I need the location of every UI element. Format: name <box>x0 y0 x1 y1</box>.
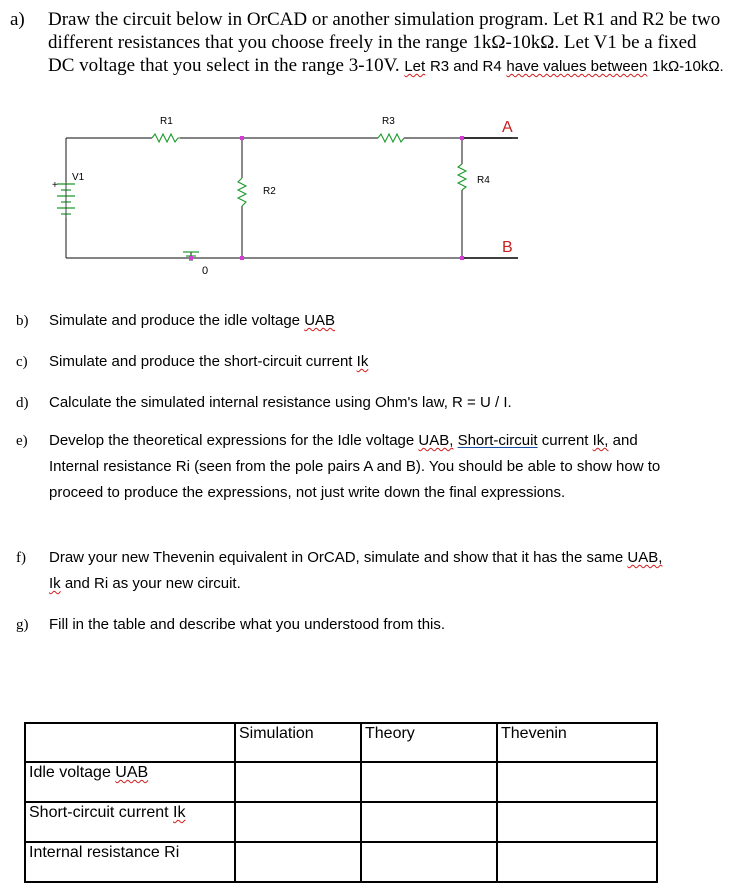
let-word: Let <box>404 58 426 75</box>
part-b <box>16 308 716 334</box>
r2-label: R2 <box>263 186 276 197</box>
part-f-ik: Ik <box>49 575 61 592</box>
part-a <box>10 8 725 78</box>
node-dot <box>460 256 464 260</box>
r3-label: R3 <box>382 116 395 127</box>
node-dot <box>240 136 244 140</box>
node-b-label: B <box>502 239 513 256</box>
table-header-simulation: Simulation <box>235 723 361 762</box>
part-g-text: Fill in the table and describe what you understood from this. <box>49 616 446 633</box>
table-cell[interactable] <box>361 762 497 802</box>
part-d-text: Calculate the simulated internal resistance using Ohm's law, R = U / I. <box>49 394 512 411</box>
table-cell[interactable] <box>235 762 361 802</box>
circuit-diagram <box>48 112 528 292</box>
table-row-label: Internal resistance Ri <box>25 842 235 882</box>
part-a-range: 1kΩ-10kΩ. <box>652 58 724 75</box>
table-row <box>25 842 657 882</box>
table-header-theory: Theory <box>361 723 497 762</box>
part-g-label: g) <box>16 617 29 633</box>
part-e <box>16 428 666 506</box>
table-cell[interactable] <box>497 842 657 882</box>
table-cell[interactable] <box>361 842 497 882</box>
table-header-thevenin: Thevenin <box>497 723 657 762</box>
part-g <box>16 612 716 638</box>
v1-plus-sign: + <box>52 180 58 191</box>
node-dot <box>460 136 464 140</box>
part-e-current: current <box>541 432 589 449</box>
table-row-label: Short-circuit current Ik <box>25 802 235 842</box>
connection-dots <box>189 136 464 260</box>
part-e-ik: Ik, <box>592 432 609 449</box>
part-e-text-2: and Internal resistance Ri (seen from the pole pairs A and B). You should be able to show how to proceed to produce the expressions, not just write down the final expressions. <box>49 432 661 501</box>
part-e-short-circuit: Short-circuit <box>457 432 538 449</box>
table-row <box>25 762 657 802</box>
part-e-text-1: Develop the theoretical expressions for the Idle voltage <box>49 432 415 449</box>
table-header-row <box>25 723 657 762</box>
table-cell[interactable] <box>497 762 657 802</box>
part-b-text: Simulate and produce the idle voltage <box>49 312 301 329</box>
r1-resistor <box>152 134 180 142</box>
part-c-text: Simulate and produce the short-circuit current <box>49 353 353 370</box>
r4-resistor <box>458 164 466 190</box>
part-f <box>16 545 666 597</box>
part-e-label: e) <box>16 433 28 449</box>
r2-resistor <box>238 178 246 206</box>
part-d <box>16 390 716 416</box>
part-e-uab: UAB, <box>418 432 454 449</box>
part-a-text <box>48 8 725 78</box>
part-d-label: d) <box>16 395 29 411</box>
table-row <box>25 802 657 842</box>
part-f-text-1: Draw your new Thevenin equivalent in OrCAD, simulate and show that it has the same <box>49 549 624 566</box>
table-cell[interactable] <box>235 842 361 882</box>
part-c-label: c) <box>16 354 28 370</box>
part-b-label: b) <box>16 313 29 329</box>
have-values-between: have values between <box>506 58 648 75</box>
part-a-text-2: R3 and R4 <box>429 58 502 75</box>
part-f-text-2: and Ri as your new circuit. <box>64 575 241 592</box>
results-table <box>24 722 658 883</box>
part-f-uab: UAB, <box>627 549 663 566</box>
table-cell[interactable] <box>497 802 657 842</box>
node-a-label: A <box>502 119 513 136</box>
v1-label: V1 <box>72 172 85 183</box>
ground-label: 0 <box>202 265 209 277</box>
table-row-label: Idle voltage UAB <box>25 762 235 802</box>
table-header-cell <box>25 723 235 762</box>
table-cell[interactable] <box>235 802 361 842</box>
r4-label: R4 <box>477 175 490 186</box>
part-c <box>16 349 716 375</box>
r3-resistor <box>378 134 404 142</box>
table-cell[interactable] <box>361 802 497 842</box>
node-dot <box>240 256 244 260</box>
part-f-label: f) <box>16 550 26 566</box>
node-dot <box>189 256 193 260</box>
part-c-term: Ik <box>356 353 369 370</box>
r1-label: R1 <box>160 116 173 127</box>
part-a-label: a) <box>10 9 25 30</box>
part-b-term: UAB <box>304 312 336 329</box>
part-a-text-1: Draw the circuit below in OrCAD or another simulation program. Let R1 and R2 be two different resistances that you choose freely in the range 1kΩ-10kΩ. Let V1 be a fixed DC voltage that you select in the range 3-10V. <box>48 9 721 76</box>
